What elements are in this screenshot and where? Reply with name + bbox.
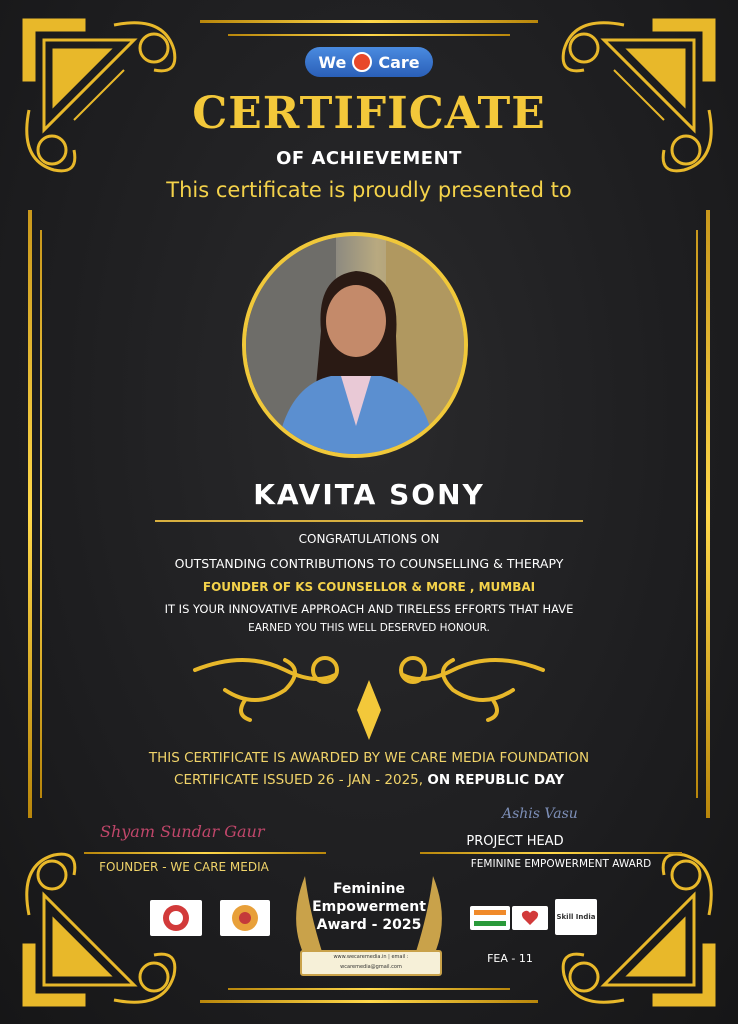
left-border-inner (40, 230, 42, 798)
body-line-5: EARNED YOU THIS WELL DESERVED HONOUR. (248, 622, 490, 634)
founder-signature-rule (84, 852, 326, 854)
body-line-3: FOUNDER OF KS COUNSELLOR & MORE , MUMBAI (202, 580, 536, 594)
rural-health-logo (150, 900, 202, 936)
left-border-outer (28, 210, 32, 818)
project-head-signature: Ashis Vasu (502, 806, 578, 822)
certificate-code: FEA - 11 (487, 952, 533, 965)
right-border-inner (696, 230, 698, 798)
we-care-logo (305, 47, 433, 77)
skill-india-text: Skill India (556, 913, 596, 921)
project-head-title: PROJECT HEAD (466, 834, 564, 849)
body-line-4: IT IS YOUR INNOVATIVE APPROACH AND TIRELESS EFFORTS THAT HAVE (164, 602, 574, 616)
project-head-rule (420, 852, 682, 854)
heart-icon (521, 910, 539, 926)
name-underline (155, 520, 583, 522)
person-silhouette-icon (246, 236, 464, 454)
certificate-title: CERTIFICATE (192, 88, 546, 139)
issued-date-text: CERTIFICATE ISSUED 26 - JAN - 2025, (174, 772, 424, 788)
body-line-2: OUTSTANDING CONTRIBUTIONS TO COUNSELLING & THERAPY (174, 556, 564, 571)
badge-contact-text: www.wecaremedia.in | email : wcaremedia@gmail.com (333, 954, 409, 970)
badge-line-3: Award - 2025 (316, 917, 422, 933)
recipient-name: KAVITA SONY (253, 478, 485, 511)
partner-logo-a (470, 906, 510, 930)
presented-to-text: This certificate is proudly presented to (166, 178, 572, 202)
save-a-life-logo (512, 906, 548, 930)
badge-contact-strip (300, 950, 442, 976)
awarded-by-text: THIS CERTIFICATE IS AWARDED BY WE CARE MEDIA FOUNDATION (148, 750, 590, 766)
bottom-rule-1 (200, 1000, 538, 1003)
right-border-outer (706, 210, 710, 818)
flourish-ornament (185, 640, 553, 740)
issued-date-line (0, 772, 738, 788)
ngo-emblem-icon (230, 903, 260, 933)
founder-label: FOUNDER - WE CARE MEDIA (99, 860, 269, 874)
body-line-1: CONGRATULATIONS ON (298, 532, 440, 546)
logo-text-care: Care (378, 52, 420, 72)
heart-icon (352, 52, 372, 72)
skill-india-logo (555, 899, 597, 935)
top-rule-2 (228, 34, 510, 36)
badge-line-1: Feminine (332, 881, 406, 897)
top-rule-1 (200, 20, 538, 23)
republic-day-text: ON REPUBLIC DAY (427, 772, 564, 788)
bottom-rule-2 (228, 988, 510, 990)
recipient-photo (242, 232, 468, 458)
certificate-subtitle: OF ACHIEVEMENT (276, 148, 462, 169)
ngo-logo (220, 900, 270, 936)
logo-text-we: We (318, 52, 347, 72)
flag-emblem-icon (474, 910, 506, 926)
project-head-label: FEMININE EMPOWERMENT AWARD (470, 858, 652, 870)
badge-line-2: Empowerment (312, 899, 426, 915)
health-emblem-icon (161, 903, 191, 933)
award-badge (300, 880, 438, 934)
founder-signature: Shyam Sundar Gaur (100, 822, 265, 841)
